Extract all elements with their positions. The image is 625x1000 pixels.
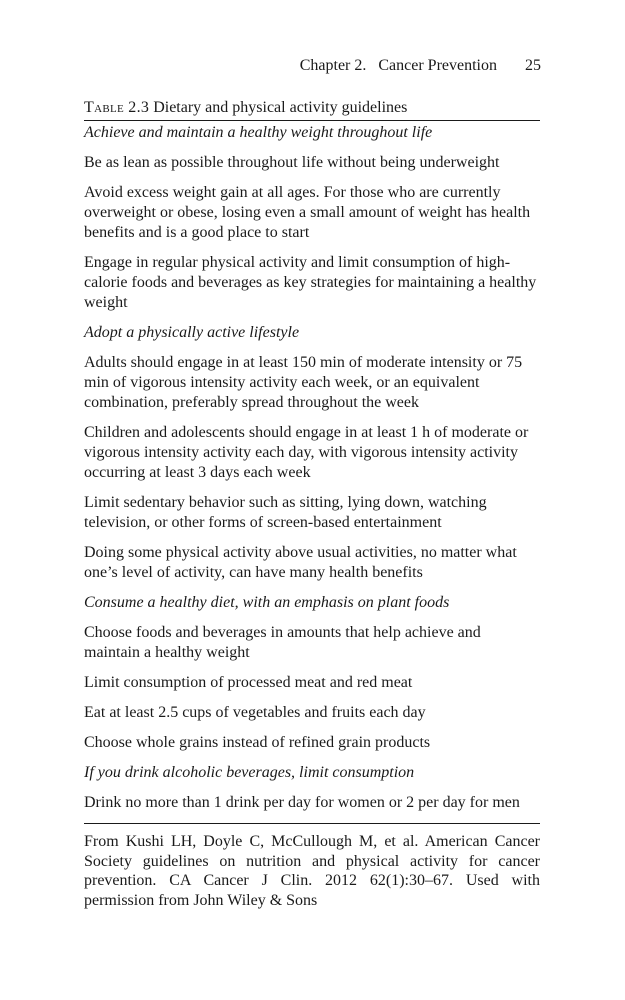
table-section-heading: Consume a healthy diet, with an emphasis on plant foods bbox=[84, 594, 450, 611]
table-top-rule bbox=[84, 120, 540, 121]
table-row: Avoid excess weight gain at all ages. For those who are currently overweight or obese, losing even a small amount of weight has health benefits and is a good place to start bbox=[84, 184, 531, 241]
table-row: Limit sedentary behavior such as sitting, lying down, watching television, or other forms of screen-based entertainment bbox=[84, 494, 487, 531]
table-caption bbox=[84, 98, 540, 120]
table-bottom-rule bbox=[84, 823, 540, 824]
table-title: Dietary and physical activity guidelines bbox=[153, 99, 408, 116]
table-row: Adults should engage in at least 150 min of moderate intensity or 75 min of vigorous intensity activity each week, or an equivalent combination, preferably spread throughout the week bbox=[84, 354, 523, 411]
chapter-title: Chapter 2. Cancer Prevention bbox=[299, 57, 497, 74]
table-source-note: From Kushi LH, Doyle C, McCullough M, et al. American Cancer Society guidelines on nutrition and physical activity for cancer prevention. CA Cancer J Clin. 2012 62(1):30–67. Used with permission from John Wiley & Sons bbox=[84, 833, 540, 909]
table-label: Table 2.3 bbox=[84, 99, 150, 116]
table-row: Eat at least 2.5 cups of vegetables and fruits each day bbox=[84, 704, 426, 721]
table-row: Choose foods and beverages in amounts that help achieve and maintain a healthy weight bbox=[84, 624, 481, 661]
page-number: 25 bbox=[525, 57, 541, 74]
table-section-heading: Adopt a physically active lifestyle bbox=[84, 324, 300, 341]
table-rows bbox=[84, 123, 540, 813]
table-row: Children and adolescents should engage in at least 1 h of moderate or vigorous intensity activity each day, with vigorous intensity activity occurring at least 3 days each week bbox=[84, 424, 529, 481]
table-section-heading: Achieve and maintain a healthy weight throughout life bbox=[84, 124, 433, 141]
table-row: Be as lean as possible throughout life without being underweight bbox=[84, 154, 500, 171]
table-section-heading: If you drink alcoholic beverages, limit consumption bbox=[84, 764, 415, 781]
table-row: Engage in regular physical activity and limit consumption of high-calorie foods and beverages as key strategies for maintaining a healthy weight bbox=[84, 254, 537, 311]
running-head bbox=[300, 57, 541, 75]
guidelines-table bbox=[84, 98, 540, 910]
table-row: Limit consumption of processed meat and red meat bbox=[84, 674, 413, 691]
table-row: Doing some physical activity above usual activities, no matter what one’s level of activity, can have many health benefits bbox=[84, 544, 517, 581]
table-row: Choose whole grains instead of refined grain products bbox=[84, 734, 431, 751]
table-row: Drink no more than 1 drink per day for women or 2 per day for men bbox=[84, 794, 520, 811]
